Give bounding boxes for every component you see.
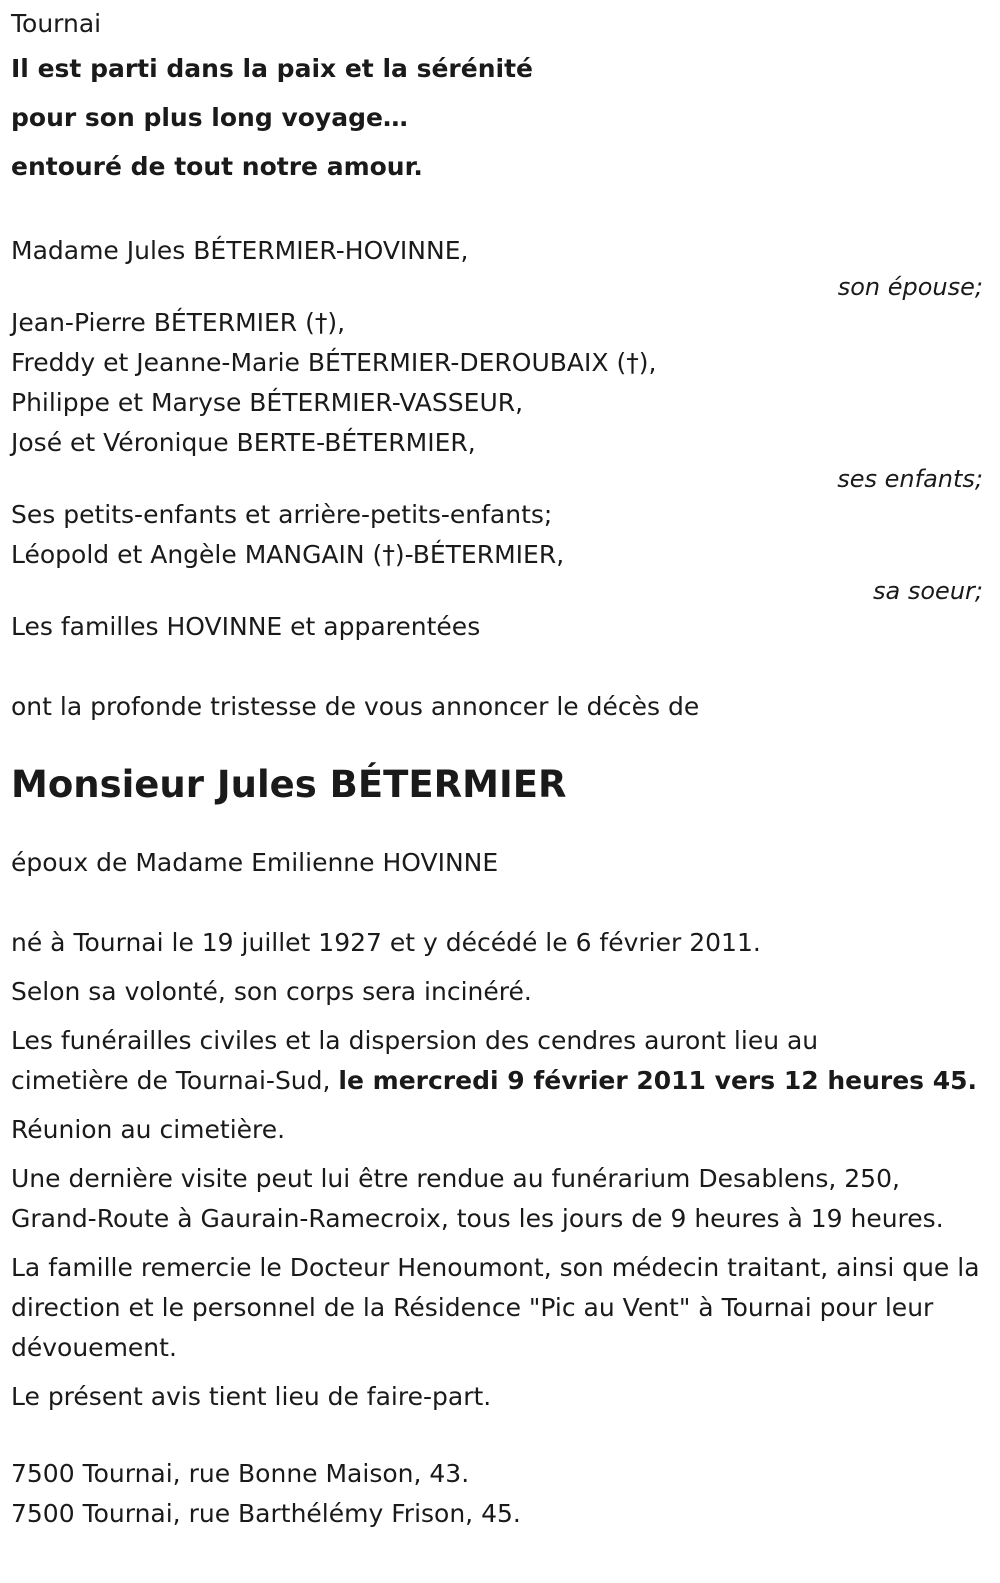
funeral-date: le mercredi 9 février 2011 vers 12 heures 45. (338, 1066, 978, 1095)
child-name: Philippe et Maryse BÉTERMIER-VASSEUR, (11, 388, 524, 417)
funeral-line (11, 1061, 983, 1101)
meeting-text: Réunion au cimetière. (11, 1115, 286, 1144)
children-role: ses enfants; (837, 465, 983, 493)
notice-text: Le présent avis tient lieu de faire-part. (11, 1382, 492, 1411)
birth-death-text: né à Tournai le 19 juillet 1927 et y décédé le 6 février 2011. (11, 928, 761, 957)
intro-line: entouré de tout notre amour. (11, 152, 423, 181)
thanks-text: La famille remercie le Docteur Henoumont, son médecin traitant, ainsi que la direction et le personnel de la Résidence "Pic au Vent" à Tournai pour leur dévouement. (11, 1253, 980, 1362)
extended-families: Les familles HOVINNE et apparentées (11, 612, 481, 641)
sister-name: Léopold et Angèle MANGAIN (†)-BÉTERMIER, (11, 540, 565, 569)
spouse-of-text: époux de Madame Emilienne HOVINNE (11, 848, 499, 877)
funeral-place: cimetière de Tournai-Sud, (11, 1066, 339, 1095)
intro-line: Il est parti dans la paix et la sérénité (11, 54, 533, 83)
spouse-role: son épouse; (837, 273, 983, 301)
obituary-notice (11, 4, 983, 1534)
address-line: 7500 Tournai, rue Bonne Maison, 43. (11, 1459, 470, 1488)
cremation-text: Selon sa volonté, son corps sera incinéré. (11, 977, 532, 1006)
deceased-name: Monsieur Jules BÉTERMIER (11, 763, 567, 806)
visit-text: Une dernière visite peut lui être rendue au funérarium Desablens, 250, Grand-Route à Gaurain-Ramecroix, tous les jours de 9 heures à 19 heures. (11, 1164, 944, 1233)
funeral-text (11, 1021, 983, 1101)
child-name: Jean-Pierre BÉTERMIER (†), (11, 308, 346, 337)
grandchildren: Ses petits-enfants et arrière-petits-enfants; (11, 500, 553, 529)
intro-verse (11, 44, 983, 191)
family-list (11, 231, 983, 647)
spouse-name: Madame Jules BÉTERMIER-HOVINNE, (11, 236, 469, 265)
addresses (11, 1454, 983, 1534)
details-section (11, 923, 983, 1417)
address-line: 7500 Tournai, rue Barthélémy Frison, 45. (11, 1499, 521, 1528)
announcement-text: ont la profonde tristesse de vous annoncer le décès de (11, 692, 700, 721)
child-name: José et Véronique BERTE-BÉTERMIER, (11, 428, 476, 457)
child-name: Freddy et Jeanne-Marie BÉTERMIER-DEROUBAIX (†), (11, 348, 657, 377)
sister-role: sa soeur; (873, 577, 983, 605)
intro-line: pour son plus long voyage… (11, 103, 408, 132)
city-heading: Tournai (11, 9, 102, 38)
funeral-line: Les funérailles civiles et la dispersion des cendres auront lieu au (11, 1026, 819, 1055)
